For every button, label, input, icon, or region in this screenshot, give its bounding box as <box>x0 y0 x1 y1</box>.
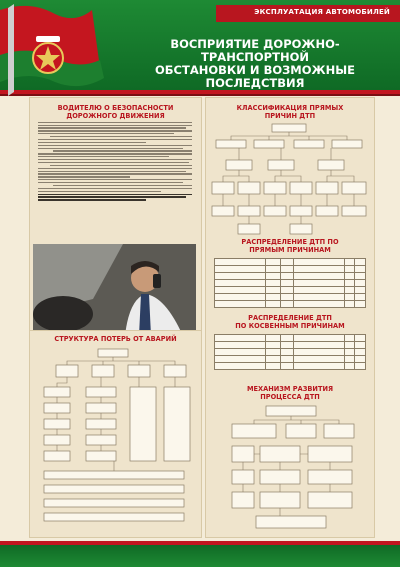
driver-safety-text <box>38 120 192 202</box>
panel-classification <box>205 97 375 538</box>
classification-title-2: ПРИЧИН ДТП <box>264 112 316 120</box>
driver-photo <box>33 244 196 336</box>
driver-safety-title-1: ВОДИТЕЛЮ О БЕЗОПАСНОСТИ <box>57 104 174 112</box>
classification-title <box>206 104 374 120</box>
classification-diagram <box>210 122 370 240</box>
direct-causes-table <box>214 258 366 308</box>
indirect-causes-table <box>214 334 366 370</box>
mechanism-title-1: МЕХАНИЗМ РАЗВИТИЯ <box>246 385 334 393</box>
driver-photo-image <box>33 244 196 336</box>
direct-causes-title-2: ПРЯМЫМ ПРИЧИНАМ <box>249 246 331 254</box>
indirect-causes-title-2: ПО КОСВЕННЫМ ПРИЧИНАМ <box>235 322 345 330</box>
flag-emblem-icon <box>0 0 110 100</box>
title-line-1: ВОСПРИЯТИЕ ДОРОЖНО-ТРАНСПОРТНОЙ <box>170 37 340 64</box>
mechanism-diagram <box>226 404 356 532</box>
loss-structure-diagram <box>36 347 196 531</box>
section-tag <box>216 5 400 22</box>
page-title <box>118 38 392 90</box>
footer-band <box>0 545 400 567</box>
mechanism-title-2: ПРОЦЕССА ДТП <box>260 393 320 401</box>
mechanism-title <box>206 385 374 401</box>
indirect-causes-title <box>206 314 374 330</box>
section-tag-label: ЭКСПЛУАТАЦИЯ АВТОМОБИЛЕЙ <box>254 8 390 16</box>
indirect-causes-title-1: РАСПРЕДЕЛЕНИЕ ДТП <box>248 314 332 322</box>
driver-safety-title-2: ДОРОЖНОГО ДВИЖЕНИЯ <box>66 112 165 120</box>
title-line-2: ОБСТАНОВКИ И ВОЗМОЖНЫЕ ПОСЛЕДСТВИЯ <box>155 63 355 90</box>
direct-causes-title <box>206 238 374 254</box>
classification-title-1: КЛАССИФИКАЦИЯ ПРЯМЫХ <box>236 104 344 112</box>
direct-causes-title-1: РАСПРЕДЕЛЕНИЕ ДТП ПО <box>241 238 339 246</box>
panel-loss-structure <box>29 330 202 538</box>
panel-driver-safety-title <box>30 104 201 120</box>
loss-structure-title: СТРУКТУРА ПОТЕРЬ ОТ АВАРИЙ <box>54 335 177 343</box>
